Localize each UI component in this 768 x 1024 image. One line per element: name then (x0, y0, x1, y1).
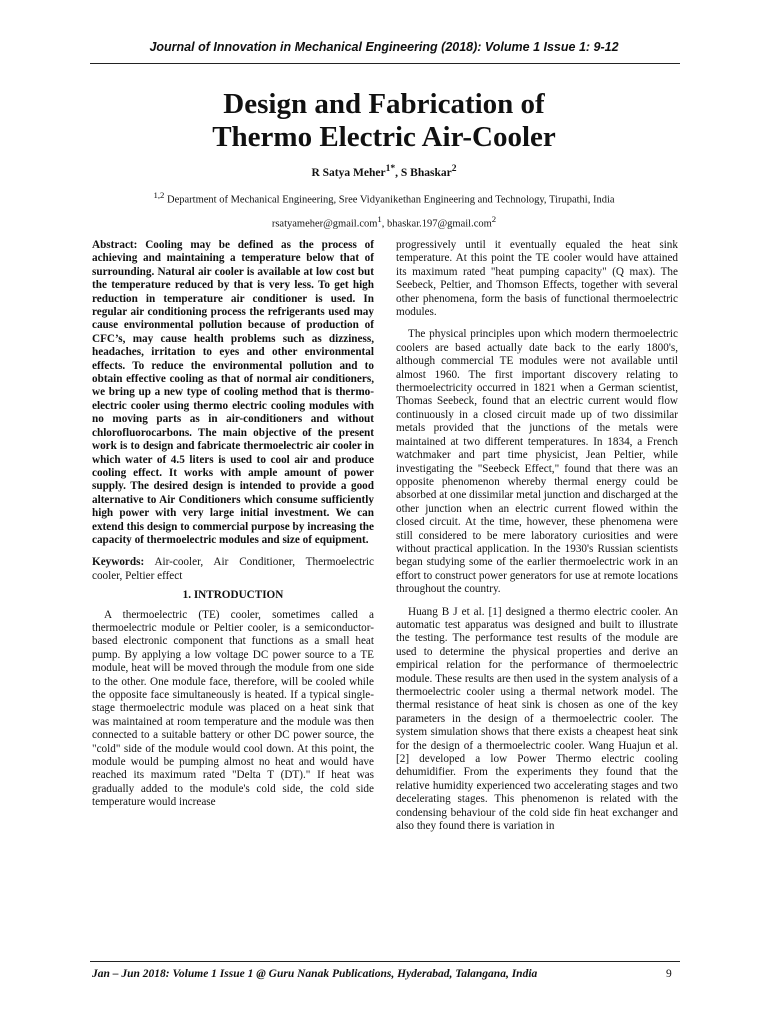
email-1-sup: 1 (377, 214, 382, 224)
right-paragraph-1: progressively until it eventually equaled the heat sink temperature. At this point the TE cooler would have attained its maximum rated "heat pumping capacity" (Q max). The Seebeck, Peltier, and Thomson Effects, together with several other phenomena, form the basis of functional thermoelectric modules. (396, 239, 678, 319)
email-1[interactable]: rsatyameher@gmail.com (271, 218, 378, 230)
right-paragraph-3: Huang B J et al. [1] designed a thermo electric cooler. An automatic test apparatus was designed and built to illustrate the testing. The performance test results of the module are used to determine the physical properties and derive an empirical relation for the performance of thermoelectric module. These results are then used in the system analysis of a thermoelectric cooler using a thermal network model. The thermal resistance of heat sink is chosen as one of the key parameters in the design of a thermoelectric cooler. The system simulation shows that there exists a cheapest heat sink for the design of a thermoelectric cooler. Wang Huajun et al. [2] developed a low Power Thermo electric cooling dehumidifier. From the experiments they found that the relative humidity experienced two accelerating stages and two decelerating stages. This phenomenon is related with the condensing behaviour of the cold side fin heat exchanger and also they found there is variation in (396, 605, 678, 833)
introduction-heading: 1. INTRODUCTION (182, 589, 284, 602)
author-2-sup: 2 (451, 163, 457, 174)
intro-paragraph-1: A thermoelectric (TE) cooler, sometimes called a thermoelectric module or Peltier cooler, is a semiconductor-based electronic component that functions as a small heat pump. By applying a low voltage DC power source to a TE module, heat will be moved through the module from one side to the other. One module face, therefore, will be cooled while the opposite face simultaneously is heated. If a typical single-stage thermoelectric module was placed on a heat sink that was maintained at room temperature and the module was then connected to a suitable battery or other DC power source, the "cold" side of the module would cool down. At this point, the module would be pumping almost no heat and would have reached its maximum rated "Delta T (DT)." If heat was gradually added to the module's cold side, the cold side temperature would increase (92, 608, 374, 809)
footer-text: Jan – Jun 2018: Volume 1 Issue 1 @ Guru Nanak Publications, Hyderabad, Talangana, India (92, 968, 538, 980)
footer-divider (90, 961, 680, 962)
title-line-1: Design and Fabrication of (223, 88, 545, 120)
email-2[interactable]: bhaskar.197@gmail.com (387, 218, 492, 230)
email-line (0, 214, 768, 230)
affiliation (0, 190, 768, 206)
paper-title (0, 88, 768, 154)
right-paragraph-2: The physical principles upon which modern thermoelectric coolers are based actually date back to the early 1800's, although commercial TE modules were not available until almost 1960. The first important discovery relating to thermoelectricity occurred in 1821 when a German scientist, Thomas Seebeck, found that an electric current would flow continuously in a closed circuit made up of two dissimilar metals provided that the junctions of the metals were maintained at two different temperatures. In 1834, a French watchmaker and part time physicist, Jean Peltier, while investigating the "Seebeck Effect," found that there was an opposite phenomenon whereby thermal energy could be absorbed at one dissimilar metal junction and discharged at the other junction when an electric current flowed within the closed circuit. At the time, however, these phenomena were still considered to be mere laboratory curiosities and were without practical application. In the 1930's Russian scientists began studying some of the earlier thermoelectric work in an effort to construct power generators for use at remote locations throughout the country. (396, 328, 678, 596)
left-column (92, 239, 374, 819)
author-1-sup: 1* (385, 163, 396, 174)
author-2: S Bhaskar (400, 166, 452, 179)
page-number: 9 (666, 968, 672, 980)
email-separator: , (381, 218, 388, 230)
affiliation-text: Department of Mechanical Engineering, Sree Vidyanikethan Engineering and Technology, Tirupathi, India (167, 194, 615, 206)
journal-header: Journal of Innovation in Mechanical Engineering (2018): Volume 1 Issue 1: 9-12 (149, 40, 619, 54)
author-separator: , (395, 166, 401, 179)
email-2-sup: 2 (491, 214, 497, 224)
keywords-label: Keywords: (92, 556, 145, 569)
keywords-text: Air-cooler, Air Conditioner, Thermoelectric cooler, Peltier effect (92, 556, 374, 582)
keywords (92, 556, 374, 583)
author-line (0, 163, 768, 179)
title-line-2: Thermo Electric Air-Cooler (212, 121, 556, 153)
header-divider (90, 63, 680, 64)
affiliation-sup: 1,2 (153, 190, 165, 200)
author-1: R Satya Meher (311, 166, 386, 179)
abstract: Abstract: Cooling may be defined as the process of achieving and maintaining a temperature below that of surrounding. Natural air cooler is available at low cost but the temperature reduced by that is very less. To get high reduction in temperature air conditioner is used. In regular air conditioning process the refrigerants used may cause environmental pollution because of production of CFC’s, may cause health problems such as dizziness, headaches, irritation to eyes and other environmental effects. To reduce the environmental pollution and to obtain effective cooling as that of normal air conditioners, we bring up a new type of cooling method that is thermo-electric cooler using thermo electric cooling modules with no moving parts as in air-conditioners and without chlorofluorocarbons. The main objective of the present work is to design and fabricate thermoelectric air cooler in which water of 4.5 liters is used to cool air and produce cooling effect. It works with ample amount of power supply. The desired design is intended to provide a good alternative to Air Conditioners which consume sufficiently high power with very large initial investment. We can extend this design to commercial purpose by increasing the capacity of thermoelectric modules and size of equipment. (92, 239, 374, 546)
right-column (396, 239, 678, 842)
